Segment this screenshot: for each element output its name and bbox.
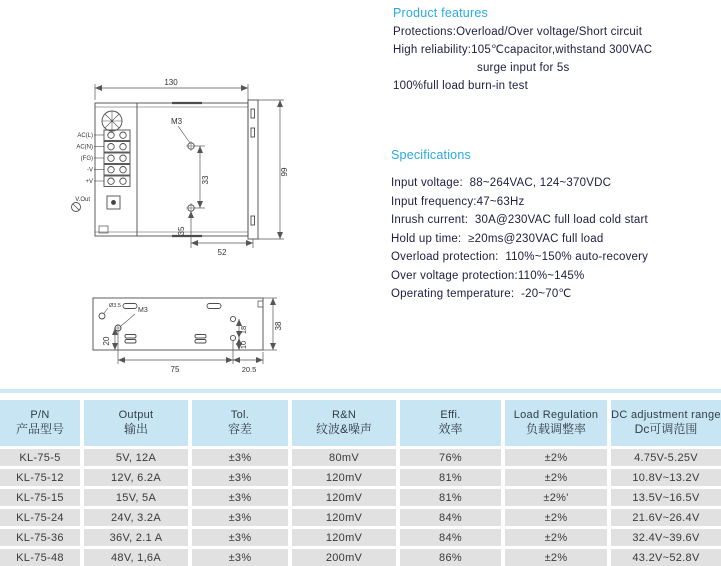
dim-label-depth: 38 (274, 321, 283, 331)
specifications-section (391, 148, 721, 304)
table-cell: 32.4V~39.6V (611, 529, 721, 546)
table-cell: 76% (400, 449, 501, 466)
features-title: Product features (393, 6, 488, 20)
mounting-flange (248, 100, 258, 239)
specifications-title: Specifications (391, 148, 471, 162)
table-header-cn: Dc可调范围 (634, 422, 698, 437)
spec-line: Input voltage: 88~264VAC, 124~370VDC (391, 177, 612, 189)
spec-line: Overload protection: 110%~150% auto-recovery (391, 251, 649, 263)
table-cell: ±3% (192, 529, 288, 546)
table-cell: ±2%' (505, 489, 607, 506)
table-header-en: Load Regulation (513, 408, 599, 421)
table-cell: ±2% (505, 509, 607, 526)
table-cell: 5V, 12A (84, 449, 188, 466)
dim-label-left: 20 (102, 336, 111, 346)
table-cell: ±3% (192, 549, 288, 566)
table-header-cn: 输出 (123, 422, 148, 437)
table-cell: 84% (400, 529, 501, 546)
table-cell: KL-75-5 (0, 449, 80, 466)
screw-hole (230, 316, 235, 321)
dim-label-hole-offset: 35 (177, 226, 186, 236)
table-cell: 10.8V~13.2V (611, 469, 721, 486)
dim-label-hole-span: 33 (201, 175, 210, 185)
table-header-cell (292, 400, 396, 446)
table-cell: 15V, 5A (84, 489, 188, 506)
terminal-label: AC(L) (77, 133, 93, 139)
table-cell: KL-75-24 (0, 509, 80, 526)
table-cell: ±2% (505, 469, 607, 486)
table-cell: 120mV (292, 489, 396, 506)
table-cell: 86% (400, 549, 501, 566)
feature-line: High reliability:105℃capacitor,withstand 300VAC (393, 44, 653, 56)
table-cell: 84% (400, 509, 501, 526)
table-header-cn: 效率 (438, 422, 463, 437)
table-header-en: DC adjustment range (611, 408, 721, 421)
pot-label: V.Out (75, 197, 90, 203)
table-cell: KL-75-48 (0, 549, 80, 566)
table-header-cell (505, 400, 607, 446)
table-cell: 24V, 3.2A (84, 509, 188, 526)
table-cell: ±2% (505, 449, 607, 466)
dim-label-span: 75 (170, 365, 180, 374)
table-header-en: P/N (30, 408, 50, 421)
table-header-en: Effi. (440, 408, 461, 421)
features-lines (393, 23, 719, 95)
table-header-cell (84, 400, 188, 446)
dim-label-base: 52 (217, 248, 227, 257)
table-cell: ±3% (192, 509, 288, 526)
table-header-cn: 容差 (227, 422, 252, 437)
table-cell: 48V, 1,6A (84, 549, 188, 566)
screw-label: M3 (138, 307, 148, 314)
terminal-label: AC(N) (76, 144, 93, 151)
hole-diameter-label: Ø3.5 (109, 303, 121, 309)
table-header-cell (192, 400, 288, 446)
table-cell: 81% (400, 469, 501, 486)
screw-hole (230, 335, 235, 340)
spec-line: Input frequency:47~63Hz (391, 195, 525, 208)
table-cell: ±3% (192, 449, 288, 466)
mounting-hole (99, 313, 105, 319)
table-cell: ±2% (505, 529, 607, 546)
spec-line: Inrush current: 30A@230VAC full load cold start (391, 214, 648, 226)
dim-label-right-upper: 18 (239, 325, 248, 335)
dim-label-height: 99 (280, 167, 289, 177)
table-cell: 4.75V-5.25V (611, 449, 721, 466)
table-cell: 200mV (292, 549, 396, 566)
table-header-en: R&N (331, 408, 357, 421)
dim-label-right-lower: 10 (239, 340, 248, 350)
table-header-cell (400, 400, 501, 446)
spec-line: Operating temperature: -20~70℃ (391, 288, 572, 300)
table-header-cell (611, 400, 721, 446)
table-cell: 81% (400, 489, 501, 506)
terminal-block-strip (104, 130, 130, 187)
feature-line: Protections:Overload/Over voltage/Short circuit (393, 26, 643, 38)
table-header-cn: 负载调整率 (525, 422, 586, 437)
table-header-en: Tol. (230, 408, 250, 421)
table-cell: 80mV (292, 449, 396, 466)
dim-label-width: 130 (164, 78, 178, 87)
table-header-cn: 产品型号 (15, 422, 64, 437)
top-view-drawing (60, 76, 340, 268)
table-header-en: Output (118, 408, 154, 421)
terminal-label: (FG) (80, 156, 93, 162)
spec-lines (391, 174, 721, 304)
terminal-label: +V (85, 179, 93, 185)
table-cell: 43.2V~52.8V (611, 549, 721, 566)
table-cell: ±3% (192, 469, 288, 486)
table-cell: 120mV (292, 509, 396, 526)
table-top-rule (0, 389, 721, 393)
table-cell: 12V, 6.2A (84, 469, 188, 486)
table-cell: ±2% (505, 549, 607, 566)
table-cell: KL-75-12 (0, 469, 80, 486)
table-cell: ±3% (192, 489, 288, 506)
dim-label-offset: 20.5 (241, 365, 257, 374)
table-cell: 13.5V~16.5V (611, 489, 721, 506)
feature-line: 100%full load burn-in test (393, 80, 528, 92)
table-cell: 120mV (292, 529, 396, 546)
table-cell: 21.6V~26.4V (611, 509, 721, 526)
spec-line: Hold up time: ≥20ms@230VAC full load (391, 232, 604, 245)
spec-line: Over voltage protection:110%~145% (391, 269, 585, 282)
screw-label: M3 (171, 117, 183, 126)
table-cell: 120mV (292, 469, 396, 486)
table-cell: 36V, 2.1 A (84, 529, 188, 546)
spec-table (0, 400, 721, 566)
bottom-view-drawing (60, 278, 340, 378)
table-header-cn: 纹波&噪声 (315, 422, 372, 437)
terminal-label: -V (87, 167, 93, 174)
table-cell: KL-75-15 (0, 489, 80, 506)
feature-line: surge input for 5s (477, 62, 570, 74)
table-cell: KL-75-36 (0, 529, 80, 546)
product-features-section (393, 6, 719, 95)
table-header-cell (0, 400, 80, 446)
